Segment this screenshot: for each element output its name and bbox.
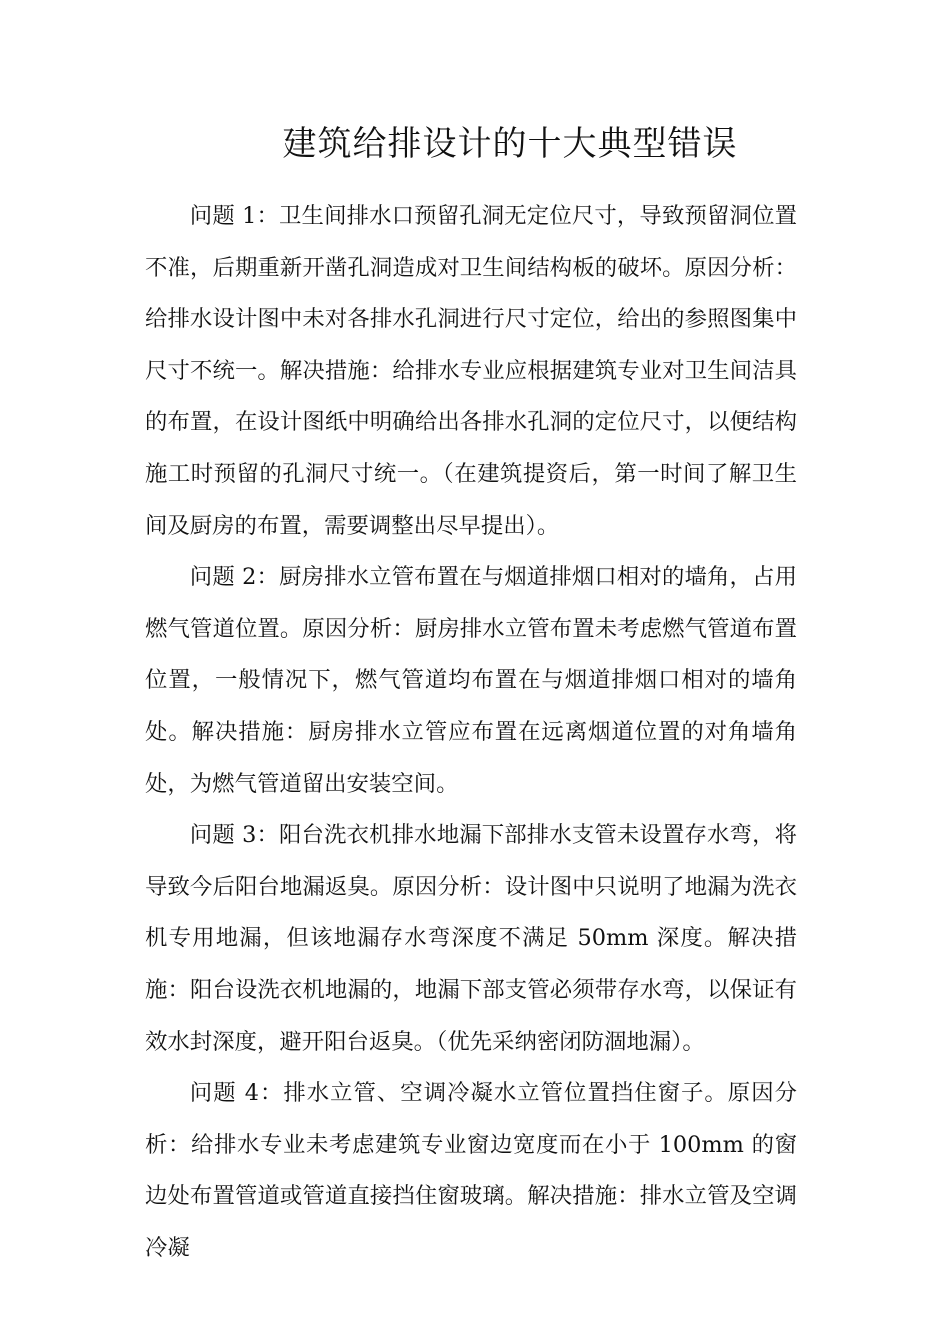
document-title: 建筑给排设计的十大典型错误: [282, 124, 738, 164]
paragraph-problem-4: 问题 4：排水立管、空调冷凝水立管位置挡住窗子。原因分析：给排水专业未考虑建筑专业窗边宽度而在小于 100mm 的窗边处布置管道或管道直接挡住窗玻璃。解决措施：排水立管及空调冷凝: [145, 1080, 797, 1261]
document-body: [145, 191, 797, 1274]
paragraph-problem-2: 问题 2：厨房排水立管布置在与烟道排烟口相对的墙角，占用燃气管道位置。原因分析：厨房排水立管布置未考虑燃气管道布置位置，一般情况下，燃气管道均布置在与烟道排烟口相对的墙角处。解决措施：厨房排水立管应布置在远离烟道位置的对角墙角处，为燃气管道留出安装空间。: [145, 564, 797, 797]
paragraph-problem-3: 问题 3：阳台洗衣机排水地漏下部排水支管未设置存水弯，将导致今后阳台地漏返臭。原因分析：设计图中只说明了地漏为洗衣机专用地漏，但该地漏存水弯深度不满足 50mm 深度。解决措施：阳台设洗衣机地漏的，地漏下部支管必须带存水弯，以保证有效水封深度，避开阳台返臭。（优先采纳密闭防涸地漏）。: [145, 822, 797, 1055]
paragraph-problem-1: 问题 1：卫生间排水口预留孔洞无定位尺寸，导致预留洞位置不准，后期重新开凿孔洞造成对卫生间结构板的破坏。原因分析：给排水设计图中未对各排水孔洞进行尺寸定位，给出的参照图集中尺寸不统一。解决措施：给排水专业应根据建筑专业对卫生间洁具的布置，在设计图纸中明确给出各排水孔洞的定位尺寸，以便结构施工时预留的孔洞尺寸统一。（在建筑提资后，第一时间了解卫生间及厨房的布置，需要调整出尽早提出）。: [145, 203, 797, 539]
